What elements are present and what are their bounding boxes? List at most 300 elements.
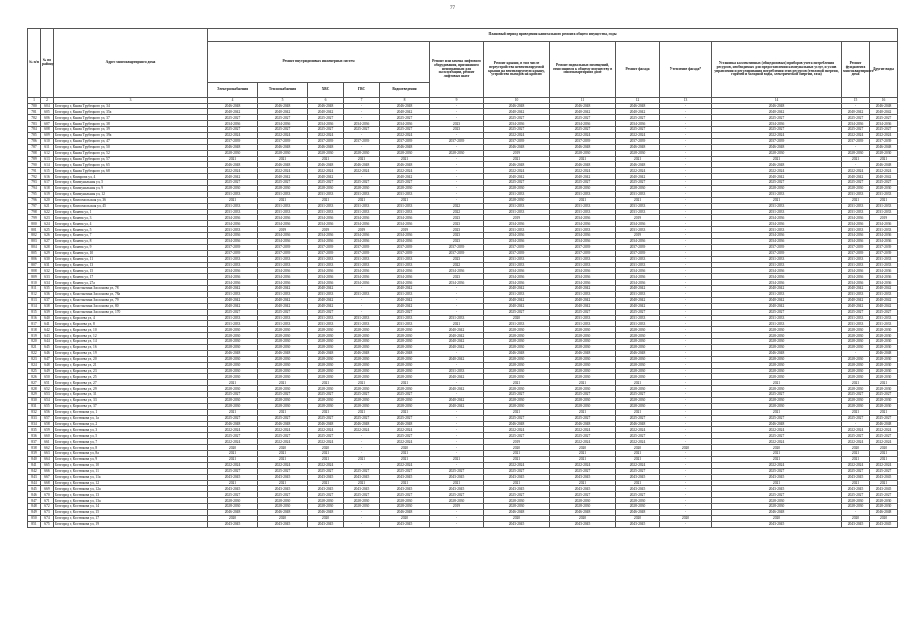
period-cell: 2022-2024	[550, 427, 616, 433]
period-cell: 2034-2036	[258, 221, 308, 227]
period-cell: 2046-2048	[550, 509, 616, 515]
period-cell: 2021	[208, 197, 258, 203]
period-cell: 2022-2024	[550, 462, 616, 468]
period-cell: 2046-2048	[344, 421, 380, 427]
district-number-cell: 612	[41, 150, 54, 156]
period-cell: -	[660, 374, 712, 380]
period-cell: -	[344, 509, 380, 515]
period-cell: 2028-2030	[430, 498, 484, 504]
period-cell: 2025-2027	[380, 392, 430, 398]
period-cell: 2031-2033	[712, 203, 842, 209]
period-cell: 2021	[550, 380, 616, 386]
period-cell: 2025-2027	[616, 115, 660, 121]
period-cell: -	[660, 215, 712, 221]
header-address: Адрес многоквартирного дома	[54, 29, 208, 98]
period-cell: 2031-2033	[842, 227, 870, 233]
column-number-cell: 14	[712, 98, 842, 104]
period-cell: 2037-2039	[308, 138, 344, 144]
period-cell: 2021	[258, 197, 308, 203]
address-cell: Белгород г, Королева ул, 21	[54, 362, 208, 368]
period-cell: 2046-2048	[208, 421, 258, 427]
period-cell: 2021	[430, 480, 484, 486]
period-cell: 2028-2030	[870, 339, 898, 345]
district-number-cell: 630	[41, 256, 54, 262]
period-cell: 2020	[712, 445, 842, 451]
period-cell: 2043-2045	[258, 521, 308, 527]
period-cell: 2028-2030	[208, 386, 258, 392]
period-cell: 2028-2030	[380, 185, 430, 191]
period-cell: 2028-2030	[380, 362, 430, 368]
period-cell: 2028-2030	[380, 374, 430, 380]
period-cell: 2028-2030	[616, 345, 660, 351]
period-cell: 2034-2036	[842, 238, 870, 244]
row-number-cell: 830	[28, 398, 41, 404]
period-cell: 2031-2033	[380, 256, 430, 262]
period-cell: 2025-2027	[616, 127, 660, 133]
period-cell: 2025-2027	[550, 309, 616, 315]
period-cell: 2034-2036	[870, 280, 898, 286]
period-cell: 2034-2036	[344, 221, 380, 227]
period-cell: 2028-2030	[484, 356, 550, 362]
period-cell: 2025-2027	[870, 180, 898, 186]
period-cell: 2037-2039	[842, 244, 870, 250]
period-cell: 2025-2027	[484, 415, 550, 421]
period-cell: 2020	[484, 445, 550, 451]
period-cell: 2028-2030	[258, 356, 308, 362]
row-number-cell: 824	[28, 362, 41, 368]
row-number-cell: 848	[28, 504, 41, 510]
period-cell: 2028-2030	[550, 150, 616, 156]
period-cell: 2028-2030	[870, 150, 898, 156]
period-cell: 2028-2030	[842, 403, 870, 409]
period-cell: 2028-2030	[550, 339, 616, 345]
period-cell: 2028-2030	[208, 398, 258, 404]
period-cell: 2028-2030	[484, 362, 550, 368]
period-cell: 2031-2033	[616, 256, 660, 262]
period-cell: 2031-2033	[208, 227, 258, 233]
row-number-cell: 787	[28, 144, 41, 150]
address-cell: Белгород г, Конева ул, 17	[54, 274, 208, 280]
period-cell: 2025-2027	[344, 492, 380, 498]
column-number-cell: 5	[258, 98, 308, 104]
period-cell: 2028-2030	[712, 398, 842, 404]
period-cell: 2034-2036	[712, 215, 842, 221]
row-number-cell: 796	[28, 197, 41, 203]
period-cell: -	[660, 504, 712, 510]
period-cell: 2022-2024	[870, 439, 898, 445]
period-cell: 2028-2030	[308, 356, 344, 362]
period-cell: 2031-2033	[258, 191, 308, 197]
address-cell: Белгород г, Князя Трубецкого ул, 37	[54, 115, 208, 121]
period-cell: -	[660, 362, 712, 368]
period-cell: 2040-2042	[258, 303, 308, 309]
district-number-cell: 667	[41, 474, 54, 480]
period-cell: 2031-2033	[870, 292, 898, 298]
period-cell: 2019	[870, 215, 898, 221]
period-cell: 2019	[430, 504, 484, 510]
row-number-cell: 808	[28, 268, 41, 274]
period-cell: 2031-2033	[258, 315, 308, 321]
period-cell: 2040-2042	[870, 297, 898, 303]
period-cell: 2034-2036	[842, 215, 870, 221]
period-cell: 2028-2030	[344, 386, 380, 392]
period-cell: 2040-2042	[616, 297, 660, 303]
period-cell: 2034-2036	[712, 238, 842, 244]
period-cell: 2028-2030	[616, 398, 660, 404]
district-number-cell: 623	[41, 215, 54, 221]
period-cell: 2040-2042	[208, 109, 258, 115]
period-cell: 2040-2042	[380, 303, 430, 309]
period-cell: 2031-2033	[484, 292, 550, 298]
period-cell: 2028-2030	[616, 368, 660, 374]
period-cell: -	[344, 439, 380, 445]
row-number-cell: 806	[28, 256, 41, 262]
period-cell: 2021	[484, 480, 550, 486]
period-cell: 2021	[550, 456, 616, 462]
header-facade: Ремонт фасада	[616, 42, 660, 98]
period-cell: 2028-2030	[380, 327, 430, 333]
period-cell: 2021	[208, 456, 258, 462]
period-cell: 2025-2027	[380, 309, 430, 315]
table-row	[28, 521, 898, 527]
period-cell: -	[660, 386, 712, 392]
period-cell: 2040-2042	[550, 286, 616, 292]
period-cell: 2034-2036	[616, 121, 660, 127]
row-number-cell: 791	[28, 168, 41, 174]
header-elevator: Ремонт или замена лифтового оборудования, признанного неисправным для эксплуатации, ремонт лифтовых шахт	[430, 42, 484, 98]
period-cell: 2040-2042	[842, 297, 870, 303]
period-cell: 2028-2030	[258, 368, 308, 374]
period-cell: -	[430, 392, 484, 398]
address-cell: Белгород г, Королева ул, 31	[54, 392, 208, 398]
district-number-cell: 647	[41, 356, 54, 362]
period-cell: 2025-2027	[484, 468, 550, 474]
period-cell: 2034-2036	[344, 238, 380, 244]
period-cell: -	[660, 144, 712, 150]
period-cell: 2034-2036	[344, 274, 380, 280]
period-cell: 2025-2027	[308, 127, 344, 133]
period-cell: 2028-2030	[308, 504, 344, 510]
period-cell: -	[344, 132, 380, 138]
district-number-cell: 605	[41, 109, 54, 115]
period-cell: -	[660, 509, 712, 515]
period-cell: 2040-2042	[380, 286, 430, 292]
period-cell: 2028-2030	[308, 327, 344, 333]
period-cell: 2019	[380, 227, 430, 233]
period-cell: 2037-2039	[344, 244, 380, 250]
row-number-cell: 804	[28, 244, 41, 250]
period-cell: -	[660, 415, 712, 421]
period-cell: -	[430, 415, 484, 421]
period-cell: -	[344, 462, 380, 468]
period-cell: 2040-2042	[484, 297, 550, 303]
period-cell: 2025-2027	[616, 468, 660, 474]
period-cell: 2025-2027	[208, 468, 258, 474]
row-number-cell: 850	[28, 515, 41, 521]
period-cell: 2021	[308, 197, 344, 203]
period-cell: 2034-2036	[308, 280, 344, 286]
row-number-cell: 827	[28, 380, 41, 386]
period-cell: -	[344, 109, 380, 115]
period-cell: 2021	[380, 197, 430, 203]
period-cell: 2021	[870, 156, 898, 162]
period-cell: 2028-2030	[380, 345, 430, 351]
period-cell: 2028-2030	[712, 356, 842, 362]
period-cell: 2046-2048	[870, 350, 898, 356]
period-cell: 2025-2027	[308, 468, 344, 474]
period-cell: 2031-2033	[308, 262, 344, 268]
period-cell: 2031-2033	[208, 292, 258, 298]
period-cell: 2025-2027	[344, 127, 380, 133]
period-cell: 2025-2027	[712, 309, 842, 315]
district-number-cell: 624	[41, 221, 54, 227]
address-cell: Белгород г, Комсомольская ул, 36	[54, 197, 208, 203]
period-cell: -	[660, 168, 712, 174]
period-cell: -	[660, 462, 712, 468]
period-cell: -	[660, 238, 712, 244]
period-cell: 2023	[430, 127, 484, 133]
period-cell: 2031-2033	[208, 315, 258, 321]
row-number-cell: 818	[28, 327, 41, 333]
row-number-cell: 799	[28, 215, 41, 221]
row-number-cell: 784	[28, 127, 41, 133]
period-cell: 2043-2045	[550, 486, 616, 492]
period-cell: 2046-2048	[258, 509, 308, 515]
period-cell: 2022-2024	[380, 439, 430, 445]
period-cell: 2028-2030	[258, 504, 308, 510]
period-cell: 2037-2039	[550, 250, 616, 256]
address-cell: Белгород г, Конева ул, 4	[54, 221, 208, 227]
period-cell: 2028-2030	[484, 345, 550, 351]
period-cell: 2034-2036	[344, 280, 380, 286]
row-number-cell: 815	[28, 309, 41, 315]
period-cell: 2028-2030	[258, 339, 308, 345]
period-cell: 2031-2033	[712, 256, 842, 262]
period-cell: 2021	[870, 451, 898, 457]
district-number-cell: 616	[41, 174, 54, 180]
address-cell: Белгород г, Коммунальная ул, 9	[54, 185, 208, 191]
address-cell: Белгород г, Конева ул, 1	[54, 209, 208, 215]
period-cell: 2037-2039	[484, 244, 550, 250]
period-cell: 2028-2030	[842, 150, 870, 156]
period-cell: 2019	[484, 150, 550, 156]
district-number-cell: 642	[41, 327, 54, 333]
period-cell: 2028-2030	[308, 150, 344, 156]
period-cell: 2028-2030	[344, 498, 380, 504]
period-cell: 2034-2036	[550, 121, 616, 127]
period-cell: 2021	[430, 456, 484, 462]
period-cell: 2028-2030	[842, 327, 870, 333]
district-number-cell: 648	[41, 362, 54, 368]
period-cell: 2040-2042	[430, 398, 484, 404]
row-number-cell: 841	[28, 462, 41, 468]
period-cell: 2022-2024	[344, 168, 380, 174]
period-cell: 2046-2048	[308, 162, 344, 168]
period-cell: -	[660, 433, 712, 439]
period-cell: 2019	[616, 215, 660, 221]
column-number-cell: 9	[430, 98, 484, 104]
period-cell: 2040-2042	[208, 174, 258, 180]
row-number-cell: 849	[28, 509, 41, 515]
period-cell: 2046-2048	[258, 421, 308, 427]
row-number-cell: 817	[28, 321, 41, 327]
period-cell: 2020	[870, 515, 898, 521]
period-cell: 2025-2027	[842, 127, 870, 133]
period-cell: 2040-2042	[842, 109, 870, 115]
period-cell: -	[842, 421, 870, 427]
period-cell: 2028-2030	[344, 398, 380, 404]
period-cell: -	[660, 333, 712, 339]
period-cell: -	[430, 156, 484, 162]
period-cell: 2028-2030	[550, 374, 616, 380]
period-cell: -	[660, 474, 712, 480]
header-cold-water: ГВС	[344, 83, 380, 98]
district-number-cell: 673	[41, 509, 54, 515]
period-cell: 2028-2030	[380, 356, 430, 362]
period-cell: 2025-2027	[842, 392, 870, 398]
period-cell: 2028-2030	[484, 327, 550, 333]
period-cell: 2028-2030	[208, 362, 258, 368]
row-number-cell: 837	[28, 439, 41, 445]
period-cell: -	[430, 197, 484, 203]
period-cell: -	[660, 498, 712, 504]
period-cell: 2031-2033	[712, 262, 842, 268]
period-cell: 2040-2042	[712, 174, 842, 180]
period-cell: 2025-2027	[430, 468, 484, 474]
district-number-cell: 660	[41, 433, 54, 439]
column-number-cell: 16	[870, 98, 898, 104]
period-cell: 2023	[430, 274, 484, 280]
period-cell: 2040-2042	[712, 297, 842, 303]
address-cell: Белгород г, Костюкова ул, 2	[54, 421, 208, 427]
period-cell: 2031-2033	[258, 203, 308, 209]
period-cell: 2034-2036	[258, 121, 308, 127]
period-cell: -	[660, 227, 712, 233]
period-cell: 2040-2042	[308, 174, 344, 180]
period-cell: 2022-2024	[380, 462, 430, 468]
period-cell: 2021	[258, 451, 308, 457]
column-number-cell: 12	[616, 98, 660, 104]
period-cell: -	[430, 132, 484, 138]
period-cell: 2022-2024	[258, 132, 308, 138]
period-cell: 2031-2033	[712, 191, 842, 197]
row-number-cell: 797	[28, 203, 41, 209]
period-cell: 2031-2033	[344, 203, 380, 209]
period-cell: 2025-2027	[308, 415, 344, 421]
row-number-cell: 838	[28, 445, 41, 451]
period-cell: 2022-2024	[258, 462, 308, 468]
period-cell: 2028-2030	[870, 345, 898, 351]
period-cell: -	[430, 350, 484, 356]
period-cell: -	[660, 392, 712, 398]
header-meters: Установка коллективных (общедомовых) приборов учета потребления ресурсов, необходимых для предоставления коммунальных услуг, и узлов управления и регулирования потребления этих ресурсов (тепловой энергии, горячей и холодной воды, электрической энергии, газа)	[712, 42, 842, 98]
period-cell: 2028-2030	[380, 368, 430, 374]
period-cell: 2025-2027	[712, 180, 842, 186]
period-cell: 2025-2027	[484, 433, 550, 439]
period-cell: 2022-2024	[616, 132, 660, 138]
row-number-cell: 786	[28, 138, 41, 144]
period-cell: 2040-2042	[208, 286, 258, 292]
period-cell: 2031-2033	[208, 209, 258, 215]
period-cell: 2028-2030	[616, 362, 660, 368]
period-cell: 2028-2030	[712, 345, 842, 351]
period-cell: 2021	[550, 156, 616, 162]
period-cell: 2037-2039	[208, 250, 258, 256]
period-cell: 2034-2036	[712, 268, 842, 274]
header-insulation: Утепление фасада*	[660, 42, 712, 98]
period-cell: 2021	[842, 480, 870, 486]
period-cell: -	[660, 103, 712, 109]
period-cell: 2046-2048	[258, 144, 308, 150]
period-cell: 2034-2036	[380, 121, 430, 127]
period-cell: 2022-2024	[616, 427, 660, 433]
period-cell: 2043-2045	[380, 521, 430, 527]
row-number-cell: 822	[28, 350, 41, 356]
period-cell: 2022-2024	[616, 168, 660, 174]
row-number-cell: 811	[28, 286, 41, 292]
address-cell: Белгород г, Князя Трубецкого ул, 65	[54, 162, 208, 168]
period-cell: 2040-2042	[712, 303, 842, 309]
address-cell: Белгород г, Костюкова ул, 12	[54, 480, 208, 486]
period-cell: 2046-2048	[870, 162, 898, 168]
row-number-cell: 840	[28, 456, 41, 462]
period-cell: -	[660, 427, 712, 433]
period-cell: 2043-2045	[344, 474, 380, 480]
period-cell: 2021	[344, 197, 380, 203]
district-number-cell: 607	[41, 121, 54, 127]
period-cell: -	[660, 309, 712, 315]
address-cell: Белгород г, Князя Трубецкого ул, 39	[54, 127, 208, 133]
period-cell: 2028-2030	[550, 386, 616, 392]
period-cell: 2025-2027	[258, 127, 308, 133]
period-cell: 2046-2048	[616, 144, 660, 150]
period-cell: 2040-2042	[258, 174, 308, 180]
address-cell: Белгород г, Костюкова ул, 15	[54, 509, 208, 515]
period-cell: 2028-2030	[842, 498, 870, 504]
period-cell: 2025-2027	[870, 468, 898, 474]
column-number-cell: 7	[344, 98, 380, 104]
period-cell: -	[660, 185, 712, 191]
period-cell: 2028-2030	[484, 339, 550, 345]
period-cell: 2028-2030	[842, 374, 870, 380]
period-cell: 2020	[258, 445, 308, 451]
period-cell: -	[660, 480, 712, 486]
period-cell: 2040-2042	[712, 286, 842, 292]
period-cell: 2043-2045	[484, 486, 550, 492]
period-cell: 2028-2030	[258, 374, 308, 380]
period-cell: 2043-2045	[430, 486, 484, 492]
period-cell: 2043-2045	[208, 521, 258, 527]
period-cell: 2031-2033	[616, 191, 660, 197]
period-cell: 2031-2033	[842, 321, 870, 327]
row-number-cell: 790	[28, 162, 41, 168]
period-cell: 2034-2036	[712, 233, 842, 239]
period-cell: 2028-2030	[308, 398, 344, 404]
address-cell: Белгород г, Костюкова ул, 8а	[54, 451, 208, 457]
period-cell: 2021	[484, 456, 550, 462]
period-cell: 2022-2024	[308, 132, 344, 138]
period-cell: 2022	[430, 203, 484, 209]
period-cell: 2025-2027	[258, 309, 308, 315]
period-cell: -	[660, 209, 712, 215]
period-cell: 2046-2048	[308, 103, 344, 109]
period-cell: 2046-2048	[380, 144, 430, 150]
period-cell: 2046-2048	[550, 421, 616, 427]
period-cell: 2022-2024	[208, 427, 258, 433]
address-cell: Белгород г, Князя Трубецкого ул, 52	[54, 150, 208, 156]
period-cell: 2034-2036	[712, 274, 842, 280]
period-cell: 2023	[430, 215, 484, 221]
